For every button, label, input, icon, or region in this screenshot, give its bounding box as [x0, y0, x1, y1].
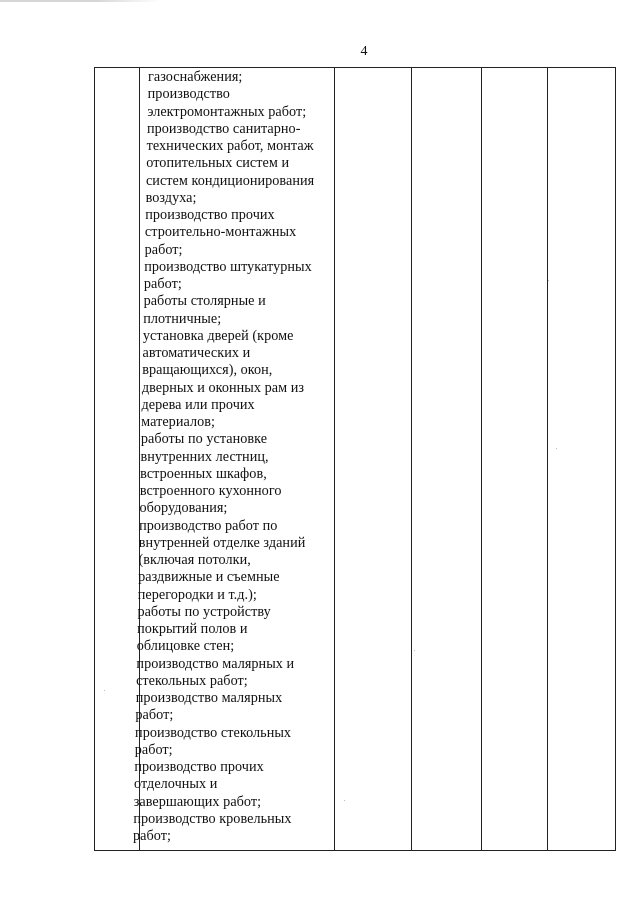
activity-line: материалов;: [141, 414, 215, 430]
activity-line: работы столярные и: [143, 293, 266, 310]
scan-speck: [344, 800, 345, 801]
activity-line: вращающихся), окон,: [142, 362, 273, 379]
table-cell-activities: [133, 68, 335, 851]
table-cell-empty: [548, 68, 616, 851]
activity-line: плотничные;: [143, 310, 222, 327]
scan-speck: [548, 280, 549, 281]
activity-line: внутренней отделке зданий: [138, 534, 306, 551]
activity-line: автоматических и: [142, 345, 251, 361]
activity-line: встроенного кухонного: [139, 483, 282, 499]
table-row: [95, 68, 616, 851]
activity-line: воздуха;: [145, 189, 197, 206]
activity-line: перегородки и т.д.);: [137, 586, 257, 603]
activity-line: строительно-монтажных: [144, 224, 297, 241]
activity-line: производство прочих: [145, 207, 275, 223]
page-number: 4: [360, 44, 368, 59]
activity-line: производство штукатурных: [144, 258, 312, 275]
activity-line: покрытий полов и: [137, 621, 248, 637]
activity-line: производство кровельных: [133, 810, 292, 827]
table-cell-empty: [412, 68, 482, 851]
activity-line: работ;: [135, 707, 174, 724]
table-cell-empty: [482, 68, 548, 851]
activity-line: работы по установке: [140, 431, 268, 448]
activity-line: (включая потолки,: [138, 552, 251, 568]
document-table: [94, 67, 616, 851]
activity-line: производство малярных: [135, 690, 283, 706]
activity-line: работ;: [144, 241, 183, 258]
activity-line: электромонтажных работ;: [147, 103, 307, 120]
activity-line: отделочных и: [134, 776, 218, 793]
activity-line: работы по устройству: [137, 603, 271, 620]
activity-line: технических работ, монтаж: [146, 138, 314, 154]
activity-line: завершающих работ;: [133, 793, 262, 810]
activities-text-block: [133, 68, 334, 850]
activity-line: работ;: [143, 276, 182, 292]
activity-line: стекольных работ;: [136, 672, 248, 689]
activity-line: раздвижные и съемные: [138, 569, 280, 586]
scan-speck: [556, 448, 557, 449]
table-cell-number: [95, 68, 140, 851]
activity-line: оборудования;: [139, 500, 228, 517]
activity-line: встроенных шкафов,: [140, 465, 267, 482]
activity-line: дерева или прочих: [141, 396, 255, 413]
scan-speck: [104, 690, 105, 691]
activity-line: работ;: [133, 828, 171, 844]
activity-line: дверных и оконных рам из: [141, 379, 305, 396]
activity-line: производство санитарно-: [146, 120, 301, 137]
scan-speck: [414, 650, 415, 651]
activity-line: производство стекольных: [135, 724, 292, 741]
activity-line: производство работ по: [139, 517, 278, 534]
activity-line: производство прочих: [134, 759, 264, 775]
activity-line: установка дверей (кроме: [142, 327, 294, 344]
activity-line: облицовке стен;: [136, 638, 235, 655]
table-cell-empty: [335, 68, 412, 851]
activity-line: производство малярных и: [136, 655, 295, 672]
activity-line: систем кондиционирования: [145, 172, 315, 189]
activity-line: работ;: [134, 741, 173, 758]
activity-line: газоснабжения;: [148, 69, 243, 85]
activity-line: внутренних лестниц,: [140, 448, 269, 465]
activity-line: отопительных систем и: [146, 155, 290, 172]
scan-edge-top: [0, 0, 160, 2]
activity-line: производство: [147, 86, 230, 103]
